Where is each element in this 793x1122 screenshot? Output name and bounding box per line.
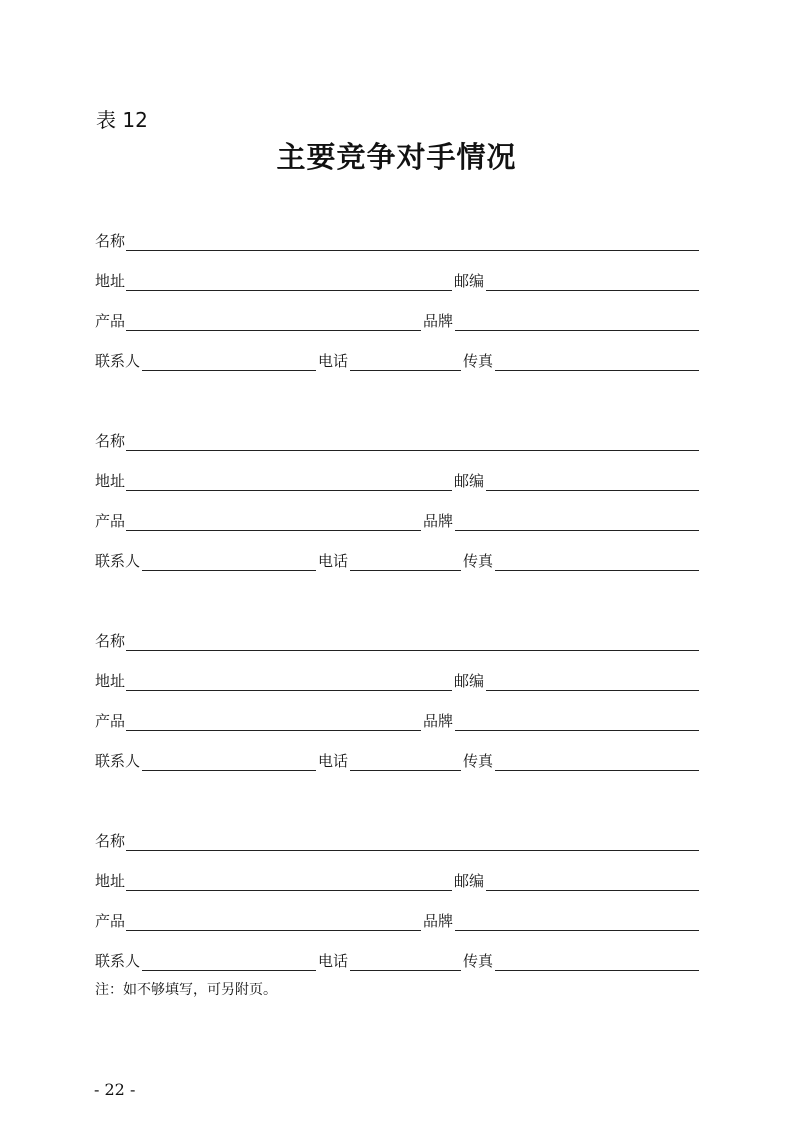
product-row — [95, 911, 699, 933]
address-row — [95, 671, 699, 693]
contact-label: 联系人 — [95, 552, 141, 570]
address-field[interactable] — [126, 890, 452, 891]
name-label: 名称 — [95, 632, 126, 650]
contact-field[interactable] — [142, 970, 316, 971]
product-label: 产品 — [95, 912, 126, 930]
fax-label: 传真 — [463, 552, 494, 570]
fax-field[interactable] — [495, 370, 699, 371]
address-row — [95, 471, 699, 493]
postcode-field[interactable] — [486, 890, 699, 891]
contact-field[interactable] — [142, 770, 316, 771]
address-label: 地址 — [95, 672, 126, 690]
contact-row — [95, 951, 699, 973]
name-field[interactable] — [126, 250, 699, 251]
postcode-label: 邮编 — [454, 272, 485, 290]
postcode-field[interactable] — [486, 290, 699, 291]
address-row — [95, 271, 699, 293]
product-field[interactable] — [126, 330, 421, 331]
brand-field[interactable] — [455, 530, 699, 531]
footnote: 注：如不够填写，可另附页。 — [95, 982, 277, 998]
brand-label: 品牌 — [423, 712, 454, 730]
contact-field[interactable] — [142, 370, 316, 371]
phone-label: 电话 — [318, 552, 349, 570]
phone-field[interactable] — [350, 370, 461, 371]
postcode-label: 邮编 — [454, 872, 485, 890]
brand-label: 品牌 — [423, 512, 454, 530]
name-row — [95, 831, 699, 853]
product-label: 产品 — [95, 712, 126, 730]
product-field[interactable] — [126, 530, 421, 531]
address-row — [95, 871, 699, 893]
phone-field[interactable] — [350, 570, 461, 571]
phone-label: 电话 — [318, 352, 349, 370]
phone-field[interactable] — [350, 770, 461, 771]
phone-field[interactable] — [350, 970, 461, 971]
postcode-field[interactable] — [486, 690, 699, 691]
product-label: 产品 — [95, 312, 126, 330]
address-field[interactable] — [126, 690, 452, 691]
contact-label: 联系人 — [95, 752, 141, 770]
product-field[interactable] — [126, 930, 421, 931]
address-label: 地址 — [95, 472, 126, 490]
postcode-label: 邮编 — [454, 472, 485, 490]
address-field[interactable] — [126, 290, 452, 291]
table-number: 表 12 — [96, 108, 148, 132]
contact-label: 联系人 — [95, 952, 141, 970]
product-label: 产品 — [95, 512, 126, 530]
page-title: 主要竞争对手情况 — [276, 140, 517, 174]
contact-row — [95, 351, 699, 373]
brand-label: 品牌 — [423, 912, 454, 930]
name-label: 名称 — [95, 432, 126, 450]
contact-label: 联系人 — [95, 352, 141, 370]
address-label: 地址 — [95, 872, 126, 890]
contact-row — [95, 551, 699, 573]
fax-label: 传真 — [463, 752, 494, 770]
page-number: - 22 - — [94, 1080, 136, 1099]
phone-label: 电话 — [318, 952, 349, 970]
name-row — [95, 631, 699, 653]
name-field[interactable] — [126, 850, 699, 851]
fax-field[interactable] — [495, 570, 699, 571]
postcode-field[interactable] — [486, 490, 699, 491]
product-row — [95, 311, 699, 333]
address-label: 地址 — [95, 272, 126, 290]
postcode-label: 邮编 — [454, 672, 485, 690]
name-row — [95, 431, 699, 453]
name-field[interactable] — [126, 450, 699, 451]
fax-field[interactable] — [495, 770, 699, 771]
name-row — [95, 231, 699, 253]
product-row — [95, 711, 699, 733]
product-field[interactable] — [126, 730, 421, 731]
contact-field[interactable] — [142, 570, 316, 571]
brand-label: 品牌 — [423, 312, 454, 330]
phone-label: 电话 — [318, 752, 349, 770]
brand-field[interactable] — [455, 330, 699, 331]
name-field[interactable] — [126, 650, 699, 651]
fax-label: 传真 — [463, 352, 494, 370]
address-field[interactable] — [126, 490, 452, 491]
fax-field[interactable] — [495, 970, 699, 971]
name-label: 名称 — [95, 232, 126, 250]
contact-row — [95, 751, 699, 773]
fax-label: 传真 — [463, 952, 494, 970]
name-label: 名称 — [95, 832, 126, 850]
brand-field[interactable] — [455, 730, 699, 731]
brand-field[interactable] — [455, 930, 699, 931]
product-row — [95, 511, 699, 533]
